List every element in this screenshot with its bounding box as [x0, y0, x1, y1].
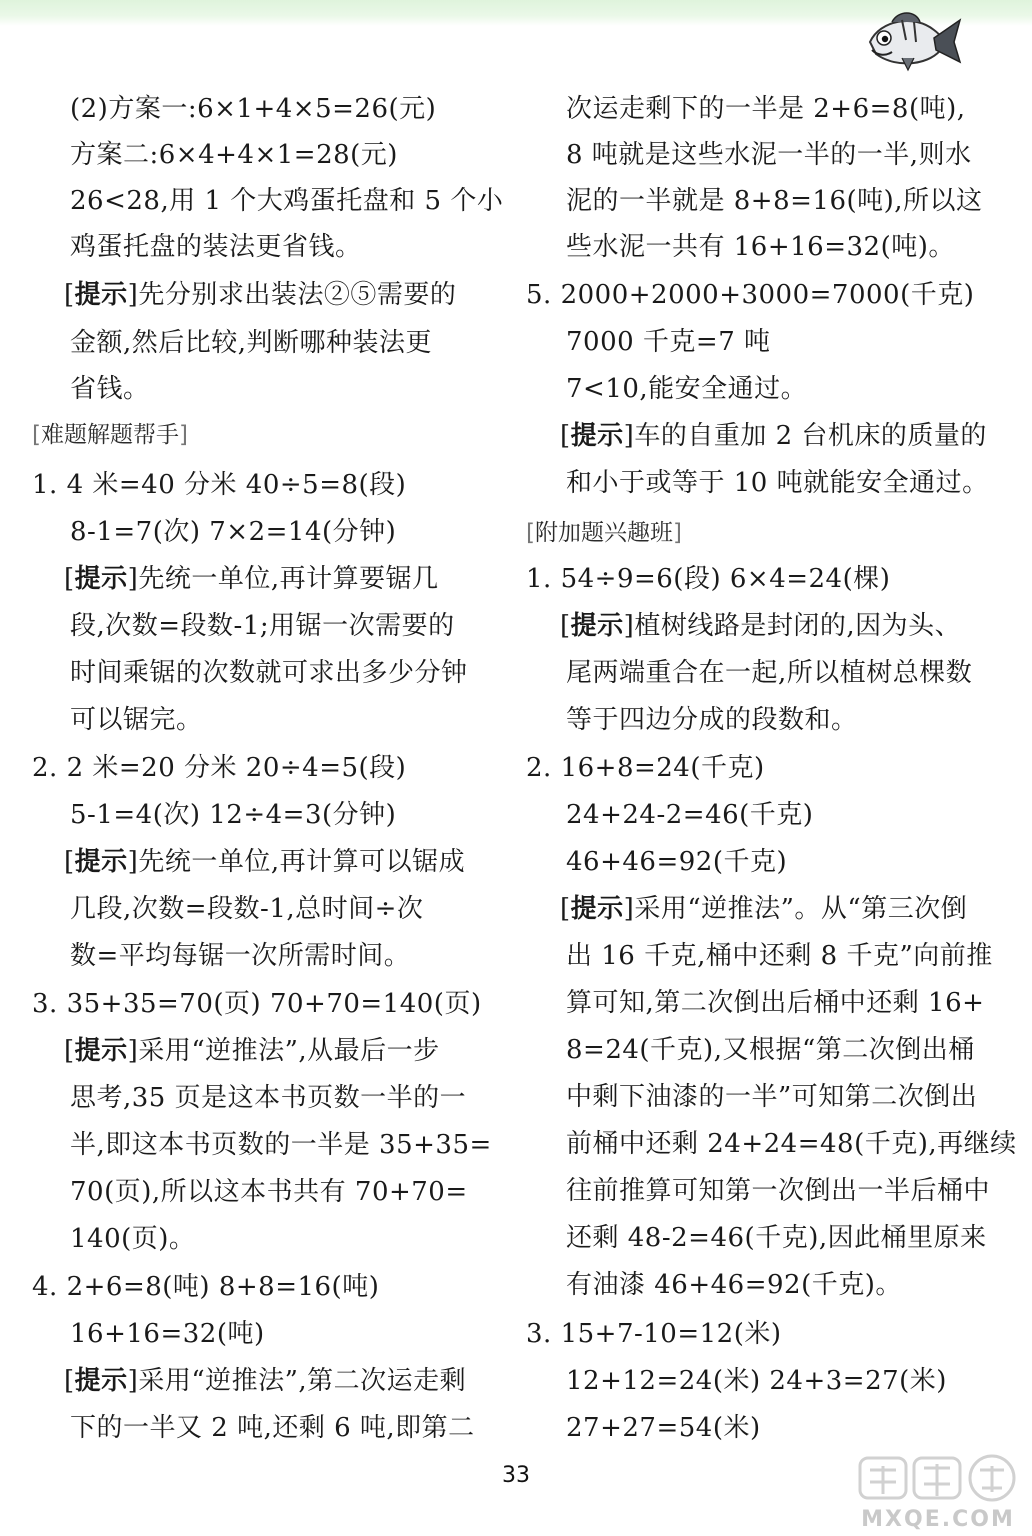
answer-line: 时间乘锯的次数就可求出多少分钟 — [70, 658, 468, 688]
answer-line: 尾两端重合在一起,所以植树总棵数 — [566, 658, 973, 688]
tip-label: 提示 — [570, 894, 624, 924]
tip-text: 植树线路是封闭的,因为头、 — [634, 611, 962, 641]
tip-label: 提示 — [570, 421, 624, 451]
answer-line: 3. 15+7-10=12(米) — [526, 1319, 782, 1349]
tip-line — [560, 893, 967, 925]
tip-bracket-close: ] — [127, 1036, 139, 1066]
answer-line: 5-1=4(次) 12÷4=3(分钟) — [70, 800, 397, 830]
answer-line: 140(页)。 — [70, 1224, 196, 1254]
tip-label: 提示 — [74, 1036, 128, 1066]
answer-line: 半,即这本书页数的一半是 35+35= — [70, 1130, 492, 1160]
bracket-close: ] — [672, 520, 682, 546]
tip-label: 提示 — [74, 847, 128, 877]
tip-text: 采用“逆推法”,第二次运走剩 — [138, 1366, 467, 1396]
tip-text: 采用“逆推法”,从最后一步 — [138, 1036, 440, 1066]
tip-line — [64, 1035, 440, 1067]
answer-line: 思考,35 页是这本书页数一半的一 — [70, 1083, 467, 1113]
bracket-open: [ — [32, 422, 41, 448]
bracket-open: [ — [526, 520, 535, 546]
tip-label: 提示 — [74, 564, 128, 594]
tip-bracket-close: ] — [127, 564, 139, 594]
tip-bracket-close: ] — [623, 421, 635, 451]
answer-line: 算可知,第二次倒出后桶中还剩 16+ — [566, 988, 985, 1018]
tip-bracket-open: [ — [64, 847, 75, 877]
tip-label: 提示 — [74, 1366, 128, 1396]
answer-line: 27+27=54(米) — [566, 1413, 761, 1443]
answer-line: 鸡蛋托盘的装法更省钱。 — [70, 232, 362, 262]
answer-line: 8-1=7(次) 7×2=14(分钟) — [70, 517, 397, 547]
answer-line: 4. 2+6=8(吨) 8+8=16(吨) — [32, 1272, 380, 1302]
tip-bracket-open: [ — [64, 564, 75, 594]
answer-line: 方案二:6×4+4×1=28(元) — [70, 140, 398, 170]
section-heading-text: 附加题兴趣班 — [534, 520, 673, 546]
section-heading — [32, 420, 188, 450]
answer-line: 7000 千克=7 吨 — [566, 327, 771, 357]
answer-line: 往前推算可知第一次倒出一半后桶中 — [566, 1176, 991, 1206]
tip-line — [64, 1365, 466, 1397]
answer-line: 3. 35+35=70(页) 70+70=140(页) — [32, 989, 482, 1019]
answer-line: 1. 54÷9=6(段) 6×4=24(棵) — [526, 564, 891, 594]
tip-bracket-close: ] — [623, 611, 635, 641]
fish-mascot-icon — [862, 8, 962, 74]
answer-line: 数=平均每锯一次所需时间。 — [70, 941, 411, 971]
answer-line: 出 16 千克,桶中还剩 8 千克”向前推 — [566, 941, 993, 971]
answer-line: 下的一半又 2 吨,还剩 6 吨,即第二 — [70, 1413, 475, 1443]
bracket-close: ] — [178, 422, 188, 448]
answer-line: 几段,次数=段数-1,总时间÷次 — [70, 894, 424, 924]
tip-bracket-open: [ — [560, 611, 571, 641]
answer-line: 前桶中还剩 24+24=48(千克),再继续 — [566, 1129, 1017, 1159]
answer-line: 7<10,能安全通过。 — [566, 374, 808, 404]
svg-text:MXQE.COM: MXQE.COM — [861, 1507, 1015, 1532]
answer-line: 次运走剩下的一半是 2+6=8(吨), — [566, 94, 966, 124]
answer-line: 等于四边分成的段数和。 — [566, 705, 858, 735]
tip-text: 先分别求出装法②⑤需要的 — [138, 280, 457, 310]
section-heading — [526, 518, 682, 548]
tip-line — [64, 563, 439, 595]
tip-text: 先统一单位,再计算要锯几 — [138, 564, 439, 594]
tip-label: 提示 — [74, 280, 128, 310]
answer-line: 有油漆 46+46=92(千克)。 — [566, 1270, 902, 1300]
section-heading-text: 难题解题帮手 — [40, 422, 179, 448]
answer-line: 中剩下油漆的一半”可知第二次倒出 — [566, 1082, 978, 1112]
tip-text: 先统一单位,再计算可以锯成 — [138, 847, 466, 877]
answer-line: (2)方案一:6×1+4×5=26(元) — [70, 94, 437, 124]
tip-bracket-close: ] — [127, 280, 139, 310]
answer-line: 和小于或等于 10 吨就能安全通过。 — [566, 468, 989, 498]
tip-bracket-open: [ — [560, 421, 571, 451]
answer-line: 70(页),所以这本书共有 70+70= — [70, 1177, 468, 1207]
answer-line: 2. 2 米=20 分米 20÷4=5(段) — [32, 753, 407, 783]
tip-bracket-open: [ — [560, 894, 571, 924]
answer-line: 26<28,用 1 个大鸡蛋托盘和 5 个小 — [70, 186, 504, 216]
tip-bracket-close: ] — [127, 847, 139, 877]
tip-text: 采用“逆推法”。从“第三次倒 — [634, 894, 968, 924]
answer-line: 2. 16+8=24(千克) — [526, 753, 765, 783]
tip-label: 提示 — [570, 611, 624, 641]
answer-line: 泥的一半就是 8+8=16(吨),所以这 — [566, 186, 983, 216]
tip-text: 车的自重加 2 台机床的质量的 — [634, 421, 987, 451]
answer-line: 8 吨就是这些水泥一半的一半,则水 — [566, 140, 972, 170]
page-number: 33 — [502, 1463, 530, 1488]
answer-line: 5. 2000+2000+3000=7000(千克) — [526, 280, 975, 310]
answer-line: 8=24(千克),又根据“第二次倒出桶 — [566, 1035, 975, 1065]
answer-line: 12+12=24(米) 24+3=27(米) — [566, 1366, 947, 1396]
tip-bracket-close: ] — [623, 894, 635, 924]
answer-line: 还剩 48-2=46(千克),因此桶里原来 — [566, 1223, 987, 1253]
tip-line — [64, 846, 465, 878]
answer-line: 省钱。 — [70, 374, 150, 404]
answer-line: 金额,然后比较,判断哪种装法更 — [70, 328, 433, 358]
answer-line: 16+16=32(吨) — [70, 1319, 265, 1349]
tip-bracket-open: [ — [64, 280, 75, 310]
tip-bracket-close: ] — [127, 1366, 139, 1396]
tip-bracket-open: [ — [64, 1366, 75, 1396]
tip-bracket-open: [ — [64, 1036, 75, 1066]
watermark-logo-icon — [852, 1452, 1028, 1534]
answer-line: 可以锯完。 — [70, 705, 203, 735]
tip-line — [560, 610, 961, 642]
tip-line — [64, 279, 456, 311]
answer-line: 46+46=92(千克) — [566, 847, 788, 877]
answer-line: 段,次数=段数-1;用锯一次需要的 — [70, 611, 455, 641]
answer-line: 24+24-2=46(千克) — [566, 800, 814, 830]
tip-line — [560, 420, 987, 452]
answer-line: 些水泥一共有 16+16=32(吨)。 — [566, 232, 955, 262]
answer-line: 1. 4 米=40 分米 40÷5=8(段) — [32, 470, 407, 500]
